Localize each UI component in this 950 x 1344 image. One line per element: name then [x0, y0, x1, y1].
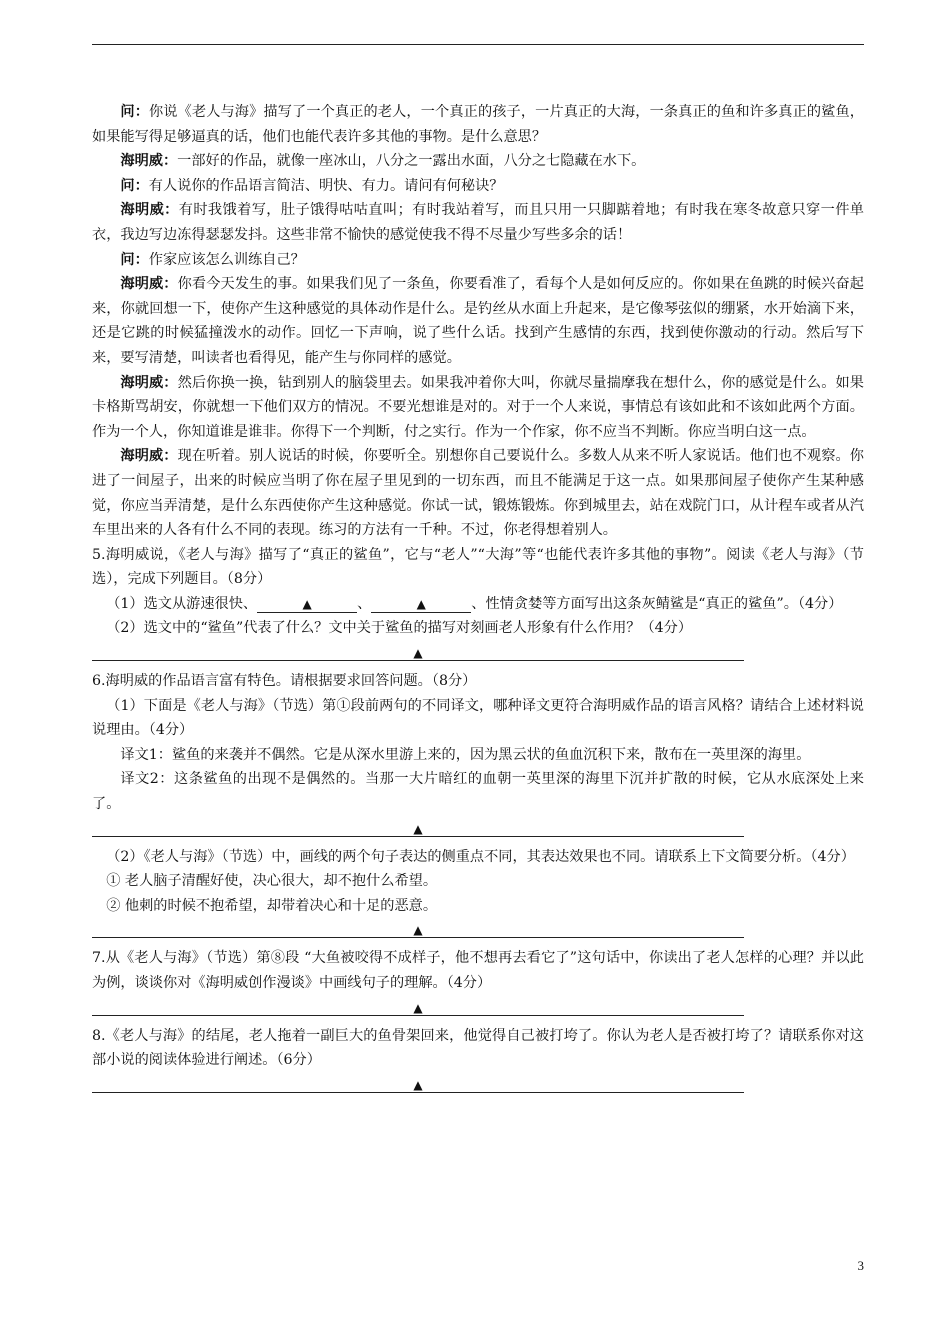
- interview-paragraph: [92, 198, 864, 247]
- interview-paragraph: [92, 444, 864, 542]
- answer-blank[interactable]: ▲: [257, 596, 357, 613]
- speaker-label: 海明威：: [120, 153, 178, 170]
- answer-line[interactable]: [92, 817, 864, 839]
- speaker-label: 问：: [120, 104, 149, 120]
- underlined-sentence-2: ② 他刺的时候不抱希望，却带着决心和十足的恶意。: [106, 897, 438, 914]
- question-5-part-1: （1）选文从游速很快、 ▲ 、 ▲ 、性情贪婪等方面写出这条灰鲭鲨是“真正的鲨鱼”。（4分）: [106, 595, 843, 612]
- header-rule: [92, 44, 864, 45]
- interview-paragraph: [92, 371, 864, 445]
- paragraph-text: 有时我饿着写，肚子饿得咕咕直叫；有时我站着写，而且只用一只脚踮着地；有时我在寒冬故意只穿一件单衣，我边写边冻得瑟瑟发抖。这些非常不愉快的感觉使我不得不尽量少写些多余的话！: [92, 202, 864, 243]
- answer-line[interactable]: [92, 641, 864, 663]
- paragraph-text: 现在听着。别人说话的时候，你要听全。别想你自己要说什么。多数人从来不听人家说话。他们也不观察。你进了一间屋子，出来的时候应当明了你在屋子里见到的一切东西，而且不能满足于这一点。如果那间屋子使你产生某种感觉，你应当弄清楚，是什么东西使你产生这种感觉。你试一试，锻炼锻炼。你到城里去，站在戏院门口，从计程车或者从汽车里出来的人各有什么不同的表现。练习的方法有一千种。不过，你老得想着别人。: [92, 448, 864, 539]
- answer-line[interactable]: [92, 918, 864, 940]
- answer-marker: ▲: [413, 646, 423, 661]
- answer-marker: ▲: [413, 1077, 423, 1092]
- interview-paragraph: [92, 272, 864, 370]
- speaker-label: 海明威：: [120, 448, 178, 465]
- question-8: 8.《老人与海》的结尾，老人拖着一副巨大的鱼骨架回来，他觉得自己被打垮了。你认为老人是否被打垮了？请联系你对这部小说的阅读体验进行阐述。（6分）: [92, 1027, 864, 1069]
- answer-marker: ▲: [413, 821, 423, 836]
- paragraph-text: 作家应该怎么训练自己？: [148, 251, 305, 268]
- question-5-part-2: （2）选文中的“鲨鱼”代表了什么？文中关于鲨鱼的描写对刻画老人形象有什么作用？（4分）: [106, 620, 693, 637]
- translation-1: 译文1：鲨鱼的来袭并不偶然。它是从深水里游上来的，因为黑云状的鱼血沉积下来，散布在一英里深的海里。: [120, 746, 811, 763]
- answer-line[interactable]: [92, 996, 864, 1018]
- answer-line[interactable]: [92, 1073, 864, 1095]
- interview-paragraph: [92, 149, 864, 174]
- underlined-sentence-1: ① 老人脑子清醒好使，决心很大，却不抱什么希望。: [106, 873, 438, 890]
- paragraph-text: 你看今天发生的事。如果我们见了一条鱼，你要看准了，看每个人是如何反应的。你如果在鱼跳的时候兴奋起来，你就回想一下，使你产生这种感觉的具体动作是什么。是钓丝从水面上升起来，是它像琴弦似的绷紧，水开始滴下来，还是它跳的时候猛撞泼水的动作。回忆一下声响，说了些什么话。找到产生感情的东西，找到使你激动的行动。然后写下来，要写清楚，叫读者也看得见，能产生与你同样的感觉。: [92, 276, 864, 366]
- speaker-label: 海明威：: [120, 276, 178, 293]
- speaker-label: 问：: [120, 251, 149, 268]
- translation-2: 译文2：这条鲨鱼的出现不是偶然的。当那一大片暗红的血朝一英里深的海里下沉并扩散的时候，它从水底深处上来了。: [92, 771, 864, 813]
- speaker-label: 问：: [120, 177, 149, 194]
- question-7: 7.从《老人与海》（节选）第⑧段 “大鱼被咬得不成样子，他不想再去看它了”这句话中，你读出了老人怎样的心理？并以此为例，谈谈你对《海明威创作漫谈》中画线句子的理解。（4分）: [92, 950, 864, 991]
- paragraph-text: 然后你换一换，钻到别人的脑袋里去。如果我冲着你大叫，你就尽量揣摩我在想什么，你的感觉是什么。如果卡格斯骂胡安，你就想一下他们双方的情况。不要光想谁是对的。对于一个人来说，事情总有该如此和不该如此两个方面。作为一个人，你知道谁是谁非。你得下一个判断，付之实行。作为一个作家，你不应当不判断。你应当明白这一点。: [92, 374, 864, 440]
- answer-marker: ▲: [413, 923, 423, 938]
- interview-paragraph: [92, 174, 864, 199]
- paragraph-text: 你说《老人与海》描写了一个真正的老人，一个真正的孩子，一片真正的大海，一条真正的鱼和许多真正的鲨鱼，如果能写得足够逼真的话，他们也能代表许多其他的事物。是什么意思？: [92, 104, 864, 145]
- paragraph-text: 有人说你的作品语言简洁、明快、有力。请问有何秘诀？: [148, 177, 504, 194]
- answer-blank[interactable]: ▲: [371, 596, 471, 613]
- speaker-label: 海明威：: [120, 374, 178, 391]
- paragraph-text: 一部好的作品，就像一座冰山，八分之一露出水面，八分之七隐藏在水下。: [177, 153, 646, 170]
- question-6-part-2: （2）《老人与海》（节选）中，画线的两个句子表达的侧重点不同，其表达效果也不同。请联系上下文简要分析。（4分）: [106, 848, 855, 865]
- question-5-stem: 5.海明威说，《老人与海》描写了“真正的鲨鱼”，它与“老人”“大海”等“也能代表许多其他的事物”。阅读《老人与海》（节选），完成下列题目。（8分）: [92, 546, 864, 588]
- interview-paragraph: [92, 100, 864, 149]
- answer-marker: ▲: [413, 1000, 423, 1015]
- speaker-label: 海明威：: [120, 202, 179, 219]
- interview-paragraph: [92, 248, 864, 273]
- document-body: [92, 100, 864, 1101]
- question-6-stem: 6.海明威的作品语言富有特色。请根据要求回答问题。（8分）: [92, 673, 477, 690]
- page-number: 3: [857, 1258, 864, 1273]
- question-6-part-1: （1）下面是《老人与海》（节选）第①段前两句的不同译文，哪种译文更符合海明威作品的语言风格？请结合上述材料说说理由。（4分）: [92, 697, 864, 739]
